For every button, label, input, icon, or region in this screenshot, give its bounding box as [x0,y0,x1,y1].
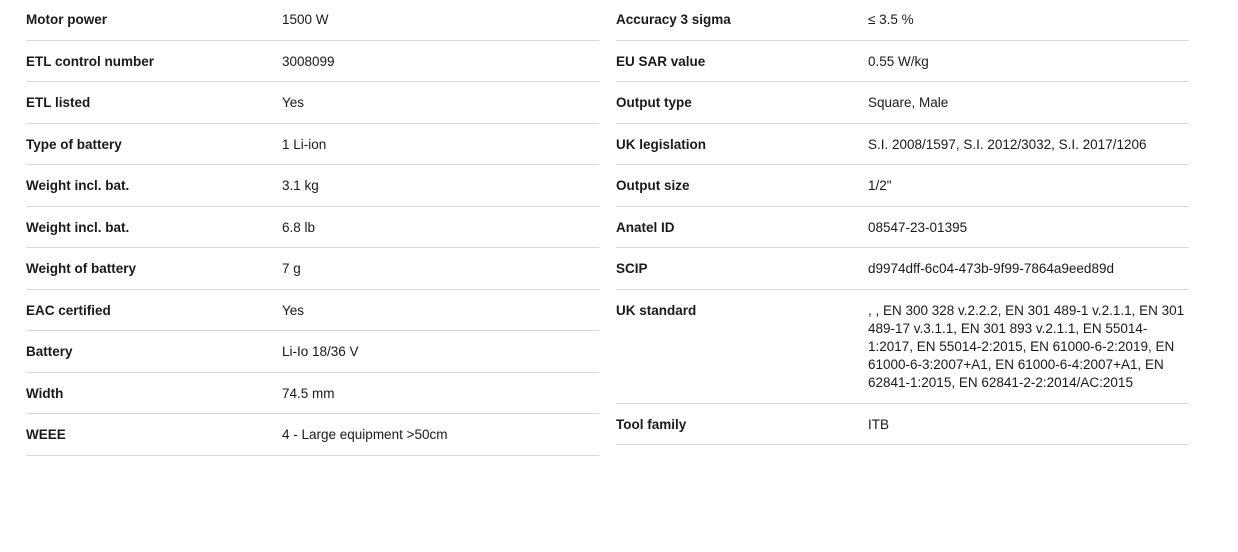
spec-value: ITB [868,416,890,432]
spec-value: Li-Io 18/36 V [282,344,359,359]
spec-value: 1500 W [282,12,329,27]
spec-value: , , EN 300 328 v.2.2.2, EN 301 489-1 v.2.1.1, EN 301 489-17 v.3.1.1, EN 301 893 v.2.1.1, EN 55014-1:2017, EN 55014-2:2015, EN 61000-6-2:2019, EN 61000-6-3:2007+A1, EN 61000-6-4:2007+A1, EN 62841-1:2015, EN 62841-2-2:2014/AC:2015 [868,302,1185,390]
spec-value: Square, Male [868,95,949,110]
spec-label: Anatel ID [616,219,675,235]
table-row [26,41,599,83]
table-row [26,248,599,290]
spec-label: Tool family [616,416,687,432]
table-row [616,124,1189,166]
spec-value: ≤ 3.5 % [868,12,914,27]
table-row [616,0,1189,41]
table-row [26,82,599,124]
table-row [26,414,599,456]
table-row [616,248,1189,290]
spec-label: ETL listed [26,95,91,110]
table-row [616,82,1189,124]
table-row [26,290,599,332]
spec-value: Yes [282,302,305,318]
spec-label: Width [26,385,64,401]
table-row [26,373,599,415]
spec-value: 0.55 W/kg [868,53,929,69]
table-row [616,165,1189,207]
spec-column-right [616,0,1189,456]
spec-label: Weight incl. bat. [26,178,130,193]
spec-label: ETL control number [26,53,155,69]
spec-label: SCIP [616,261,648,276]
spec-label: Motor power [26,12,107,27]
spec-label: Type of battery [26,136,122,152]
spec-label: Weight of battery [26,261,137,276]
spec-column-left [26,0,599,456]
spec-label: UK legislation [616,136,707,152]
spec-value: 7 g [282,261,301,276]
spec-label: UK standard [616,302,697,318]
spec-value: 6.8 lb [282,219,316,235]
spec-value: 4 - Large equipment >50cm [282,427,448,442]
spec-label: Battery [26,344,73,359]
spec-value: S.I. 2008/1597, S.I. 2012/3032, S.I. 2017/1206 [868,136,1147,152]
spec-label: Output size [616,178,690,193]
spec-label: WEEE [26,427,66,442]
spec-value: 1 Li-ion [282,136,327,152]
spec-value: 3.1 kg [282,178,319,193]
spec-value: Yes [282,95,305,110]
spec-value: 1/2" [868,178,892,193]
table-row [26,124,599,166]
spec-value: 08547-23-01395 [868,219,968,235]
spec-value: 74.5 mm [282,385,335,401]
table-row [616,290,1189,404]
table-row [26,165,599,207]
spec-label: EAC certified [26,302,111,318]
table-row [26,0,599,41]
table-row [26,207,599,249]
spec-label: EU SAR value [616,53,706,69]
spec-label: Weight incl. bat. [26,219,130,235]
table-row [616,41,1189,83]
table-row [26,331,599,373]
table-row [616,404,1189,446]
table-row [616,207,1189,249]
spec-value: d9974dff-6c04-473b-9f99-7864a9eed89d [868,261,1114,276]
spec-label: Accuracy 3 sigma [616,12,731,27]
spec-label: Output type [616,95,692,110]
spec-value: 3008099 [282,53,335,69]
